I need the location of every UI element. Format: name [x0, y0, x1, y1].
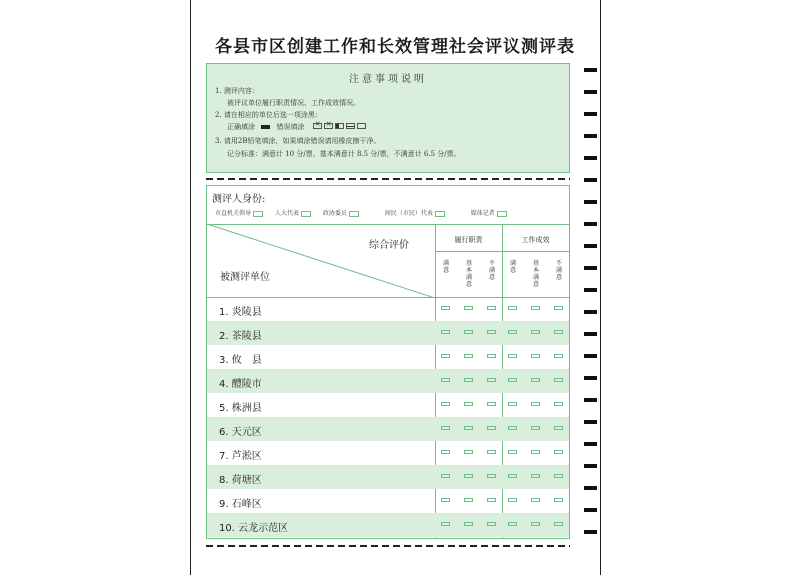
table-row [207, 321, 569, 345]
identity-options [215, 208, 517, 217]
rating-checkbox[interactable] [441, 354, 450, 358]
unit-name: 3. 攸 县 [219, 355, 262, 366]
rating-checkbox[interactable] [487, 474, 496, 478]
wrong-label: 错误填涂 [276, 123, 305, 131]
table-row [207, 489, 569, 513]
timing-mark [584, 530, 597, 534]
rating-checkbox[interactable] [554, 330, 563, 334]
timing-mark [584, 90, 597, 94]
table-row [207, 297, 569, 321]
timing-mark [584, 68, 597, 72]
rating-checkbox[interactable] [531, 426, 540, 430]
rating-checkbox[interactable] [441, 306, 450, 310]
timing-mark [584, 354, 597, 358]
rating-checkbox[interactable] [554, 474, 563, 478]
rating-checkbox[interactable] [464, 378, 473, 382]
timing-mark [584, 244, 597, 248]
page-edge-right [600, 0, 601, 575]
rating-checkbox[interactable] [487, 402, 496, 406]
rating-checkbox[interactable] [441, 402, 450, 406]
group-duty-label: 履行职责 [454, 236, 483, 244]
notes-line-1: 1. 测评内容： [215, 87, 259, 95]
rating-checkbox[interactable] [441, 474, 450, 478]
evaluation-table [206, 185, 570, 539]
timing-mark [584, 398, 597, 402]
rating-checkbox[interactable] [464, 474, 473, 478]
table-row [207, 393, 569, 417]
timing-mark [584, 486, 597, 490]
rating-checkbox[interactable] [554, 402, 563, 406]
rating-checkbox[interactable] [487, 330, 496, 334]
rating-checkbox[interactable] [554, 450, 563, 454]
group-effect-label: 工作成效 [521, 236, 550, 244]
subheader-satisfied: 满意 [442, 260, 449, 274]
rating-checkbox[interactable] [508, 474, 517, 478]
rating-checkbox[interactable] [464, 522, 473, 526]
unit-name: 10. 云龙示范区 [219, 523, 289, 534]
rating-checkbox[interactable] [531, 402, 540, 406]
timing-mark [584, 200, 597, 204]
timing-mark [584, 266, 597, 270]
rating-checkbox[interactable] [508, 522, 517, 526]
rating-checkbox[interactable] [531, 378, 540, 382]
rating-checkbox[interactable] [441, 378, 450, 382]
rating-checkbox[interactable] [554, 498, 563, 502]
correct-fill-sample [261, 125, 270, 129]
rating-checkbox[interactable] [531, 450, 540, 454]
timing-mark [584, 420, 597, 424]
dash-separator-bottom [206, 545, 570, 547]
rating-checkbox[interactable] [508, 426, 517, 430]
dash-separator-top [206, 178, 570, 180]
timing-mark [584, 376, 597, 380]
identity-label: 测评人身份: [212, 194, 266, 205]
subheader-unsatisfied: 不满意 [488, 260, 495, 281]
subheader-unsatisfied: 不满意 [555, 260, 562, 281]
rating-checkbox[interactable] [508, 306, 517, 310]
rating-checkbox[interactable] [531, 354, 540, 358]
rating-checkbox[interactable] [508, 450, 517, 454]
timing-mark [584, 310, 597, 314]
rating-checkbox[interactable] [487, 498, 496, 502]
rating-checkbox[interactable] [464, 402, 473, 406]
timing-mark [584, 134, 597, 138]
unit-name: 6. 天元区 [219, 427, 262, 438]
identity-option[interactable]: 市直机关领导 [215, 208, 263, 217]
notes-heading: 注意事项说明 [349, 74, 427, 85]
rating-checkbox[interactable] [487, 306, 496, 310]
timing-mark [584, 112, 597, 116]
overall-eval-label: 综合评价 [369, 240, 409, 251]
rating-checkbox[interactable] [464, 354, 473, 358]
identity-option[interactable]: 政协委员 [323, 208, 359, 217]
target-unit-label: 被测评单位 [220, 272, 270, 283]
timing-mark [584, 442, 597, 446]
timing-mark [584, 464, 597, 468]
rating-checkbox[interactable] [531, 474, 540, 478]
unit-name: 8. 荷塘区 [219, 475, 262, 486]
rating-checkbox[interactable] [464, 426, 473, 430]
timing-mark [584, 178, 597, 182]
rating-checkbox[interactable] [554, 306, 563, 310]
unit-name: 5. 株洲县 [219, 403, 262, 414]
identity-option[interactable]: 间民（市民）代表 [385, 208, 445, 217]
unit-name: 1. 炎陵县 [219, 307, 262, 318]
rating-checkbox[interactable] [508, 402, 517, 406]
unit-name: 7. 芦淞区 [219, 451, 262, 462]
grid-line [435, 251, 569, 252]
rating-checkbox[interactable] [464, 330, 473, 334]
correct-label: 正确填涂 [227, 123, 255, 131]
rating-checkbox[interactable] [487, 522, 496, 526]
rating-checkbox[interactable] [441, 426, 450, 430]
table-row [207, 465, 569, 489]
rating-checkbox[interactable] [464, 306, 473, 310]
wrong-fill-samples [313, 123, 368, 131]
unit-name: 9. 石峰区 [219, 499, 262, 510]
unit-name: 2. 茶陵县 [219, 331, 262, 342]
notes-line-3: 3. 请用2B铅笔填涂，如果填涂错误请用橡皮擦干净。 [215, 137, 381, 145]
table-row [207, 513, 569, 537]
table-row [207, 417, 569, 441]
notes-fill-example [227, 122, 368, 132]
notes-line-4: 记分标准：满意计 10 分/票，基本满意计 8.5 分/票，不满意计 6.5 分/票。 [227, 150, 461, 158]
unit-name: 4. 醴陵市 [219, 379, 262, 390]
identity-option[interactable]: 媒体记者 [471, 208, 507, 217]
subheader-satisfied: 满意 [509, 260, 516, 274]
rating-checkbox[interactable] [441, 450, 450, 454]
subheader-basic: 基本满意 [465, 260, 472, 288]
timing-mark [584, 508, 597, 512]
rating-checkbox[interactable] [441, 522, 450, 526]
rating-checkbox[interactable] [531, 498, 540, 502]
rating-checkbox[interactable] [441, 330, 450, 334]
rating-checkbox[interactable] [531, 522, 540, 526]
timing-mark [584, 332, 597, 336]
subheader-basic: 基本满意 [532, 260, 539, 288]
rating-checkbox[interactable] [554, 354, 563, 358]
rating-checkbox[interactable] [487, 450, 496, 454]
rating-checkbox[interactable] [531, 330, 540, 334]
rating-checkbox[interactable] [554, 378, 563, 382]
rating-checkbox[interactable] [531, 306, 540, 310]
rating-checkbox[interactable] [508, 354, 517, 358]
rating-checkbox[interactable] [554, 522, 563, 526]
notes-line-1b: 被评议单位履行职责情况、工作成效情况。 [227, 99, 360, 107]
rating-checkbox[interactable] [487, 378, 496, 382]
table-row [207, 345, 569, 369]
rating-checkbox[interactable] [487, 426, 496, 430]
rating-checkbox[interactable] [508, 330, 517, 334]
rating-checkbox[interactable] [464, 498, 473, 502]
notes-line-2: 2. 请在相应的单位后选一项涂黑： [215, 111, 322, 119]
form-title: 各县市区创建工作和长效管理社会评议测评表 [215, 37, 575, 57]
timing-mark [584, 222, 597, 226]
timing-mark [584, 156, 597, 160]
rating-checkbox[interactable] [441, 498, 450, 502]
identity-option[interactable]: 人大代表 [275, 208, 311, 217]
rating-checkbox[interactable] [508, 498, 517, 502]
page-edge-left [190, 0, 191, 575]
notes-box [206, 63, 570, 173]
table-row [207, 441, 569, 465]
rating-checkbox[interactable] [554, 426, 563, 430]
timing-mark [584, 288, 597, 292]
rating-checkbox[interactable] [508, 378, 517, 382]
table-row [207, 369, 569, 393]
rating-checkbox[interactable] [487, 354, 496, 358]
rating-checkbox[interactable] [464, 450, 473, 454]
